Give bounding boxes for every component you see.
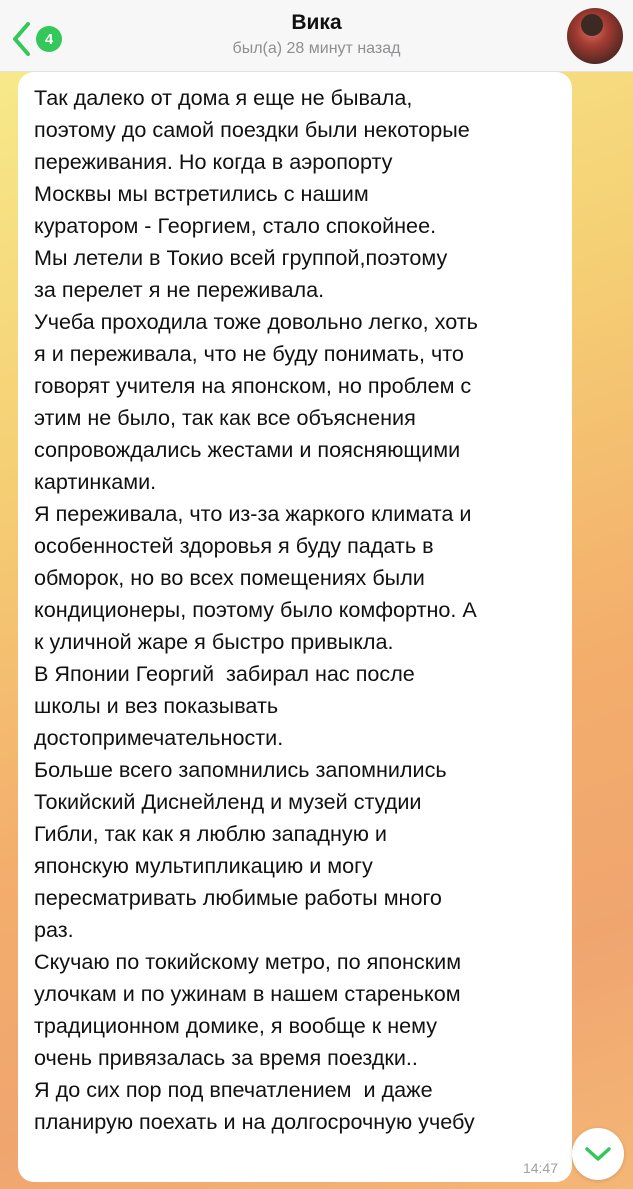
avatar[interactable] [567, 8, 623, 64]
message-time: 14:47 [522, 1160, 558, 1176]
message-bubble[interactable] [18, 72, 572, 1182]
last-seen-status: был(а) 28 минут назад [232, 40, 401, 57]
chat-title: Вика [291, 11, 342, 34]
scroll-down-button[interactable] [572, 1128, 624, 1180]
unread-count-badge: 4 [36, 26, 62, 52]
chevron-down-icon [584, 1145, 612, 1163]
message-text: Так далеко от дома я еще не бывала, поэтому до самой поездки были некоторые переживания. Но когда в аэропорту Москвы мы встретились с нашим куратором - Георгием, стало спокойнее. Мы летели в Токио всей группой,поэтому за перелет я не переживала. Учеба проходила тоже довольно легко, хоть я и переживала, что не буду понимать, что говорят учителя на японском, но проблем с этим не было, так как все объяснения сопровождались жестами и поясняющими картинками. Я переживала, что из-за жаркого климата и особенностей здоровья я буду падать в обморок, но во всех помещениях были кондиционеры, поэтому было комфортно. А к уличной жаре я быстро привыкла. В Японии Георгий забирал нас после школы и вез показывать достопримечательности. Больше всего запомнились запомнились Токийский Диснейленд и музей студии Гибли, так как я люблю западную и японскую мультипликацию и могу пересматривать любимые работы много раз. Скучаю по токийскому метро, по японским улочкам и по ужинам в нашем стареньком традиционном домике, я вообще к нему очень привязалась за время поездки.. Я до сих пор под впечатлением и даже планирую поехать и на долгосрочную учебу [34, 85, 478, 1134]
chat-header [0, 0, 633, 72]
chat-title-block[interactable] [0, 10, 633, 60]
